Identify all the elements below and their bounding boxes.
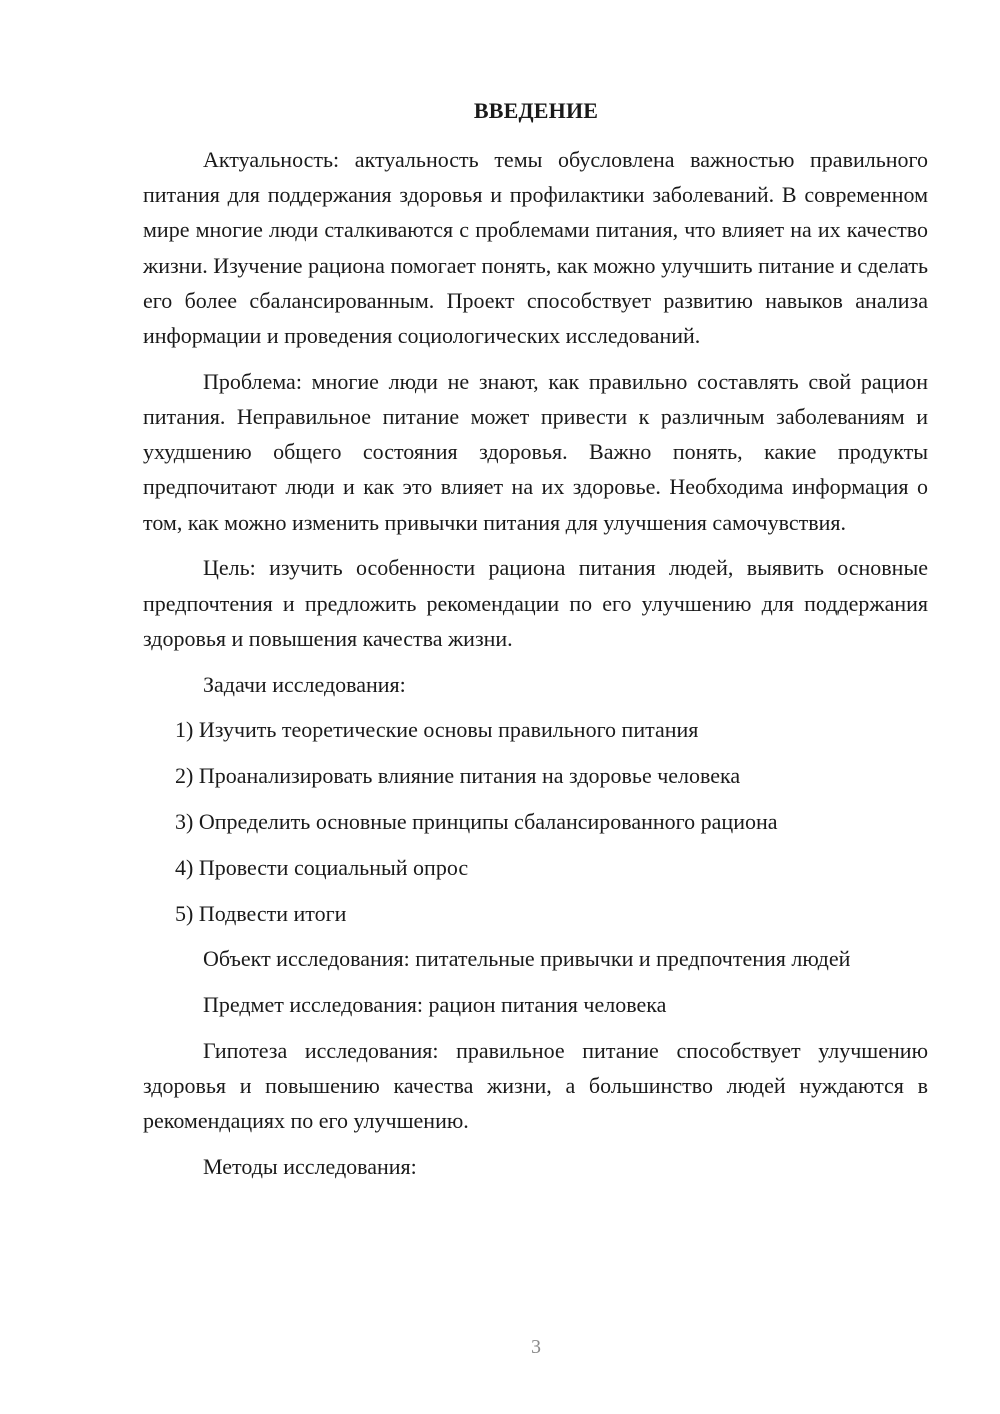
task-item: 3) Определить основные принципы сбалансированного рациона xyxy=(175,809,778,835)
task-item: 5) Подвести итоги xyxy=(175,900,347,926)
methods-title: Методы исследования: xyxy=(203,1154,417,1180)
task-item: 2) Проанализировать влияние питания на здоровье человека xyxy=(175,763,741,789)
page-number: 3 xyxy=(531,1336,541,1358)
subject-paragraph: Предмет исследования: рацион питания человека xyxy=(203,992,667,1018)
tasks-list xyxy=(143,712,928,930)
task-item: 4) Провести социальный опрос xyxy=(175,854,469,880)
section-heading: ВВЕДЕНИЕ xyxy=(473,98,599,123)
problem-paragraph: Проблема: многие люди не знают, как правильно составлять свой рацион питания. Неправильное питание может привести к различным заболеваниям и ухудшению общего состояния здоровья. Важно понять, какие продукты предпочитают люди и как это влияет на их здоровье. Необходима информация о том, как можно изменить привычки питания для улучшения самочувствия. xyxy=(143,368,928,535)
hypothesis-paragraph: Гипотеза исследования: правильное питание способствует улучшению здоровья и повышению качества жизни, а большинство людей нуждаются в рекомендациях по его улучшению. xyxy=(143,1038,928,1134)
object-paragraph: Объект исследования: питательные привычки и предпочтения людей xyxy=(203,946,851,972)
document-body xyxy=(143,142,928,1195)
goal-paragraph: Цель: изучить особенности рациона питания людей, выявить основные предпочтения и предложить рекомендации по его улучшению для поддержания здоровья и повышения качества жизни. xyxy=(143,555,928,651)
relevance-paragraph: Актуальность: актуальность темы обусловлена важностью правильного питания для поддержания здоровья и профилактики заболеваний. В современном мире многие люди сталкиваются с проблемами питания, что влияет на их качество жизни. Изучение рациона помогает понять, как можно улучшить питание и сделать его более сбалансированным. Проект способствует развитию навыков анализа информации и проведения социологических исследований. xyxy=(143,147,928,349)
task-item: 1) Изучить теоретические основы правильного питания xyxy=(175,717,699,743)
tasks-title: Задачи исследования: xyxy=(203,671,406,697)
